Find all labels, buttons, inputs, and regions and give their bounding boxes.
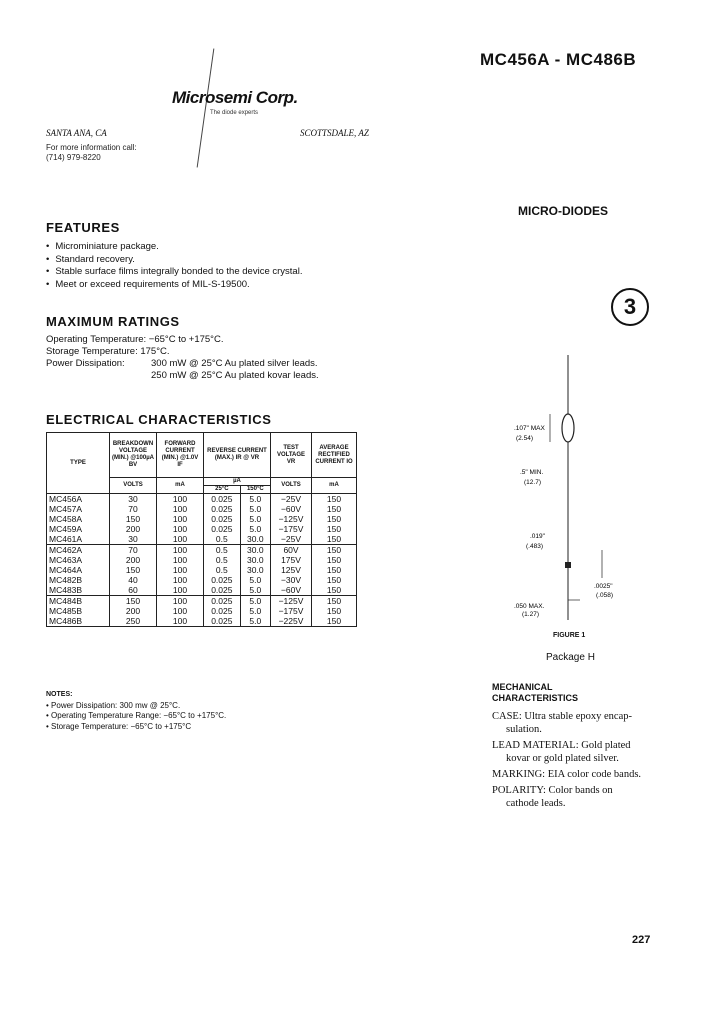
- mech-value: Gold plated: [581, 740, 631, 751]
- table-cell: 0.025: [204, 585, 241, 596]
- col-type: TYPE: [47, 433, 110, 494]
- power-label: Power Dissipation:: [46, 358, 125, 369]
- table-row: [47, 534, 357, 545]
- table-row: [47, 616, 357, 627]
- mech-key: CASE:: [492, 711, 522, 722]
- table-row: [47, 606, 357, 616]
- note-item: • Power Dissipation: 300 mw @ 25°C.: [46, 700, 181, 710]
- table-cell: −60V: [271, 504, 312, 514]
- table-row: [47, 494, 357, 505]
- category-label: MICRO-DIODES: [518, 204, 608, 218]
- table-cell: 5.0: [240, 504, 270, 514]
- note-text: Power Dissipation: 300 mw @ 25°C.: [51, 700, 181, 710]
- dim-label: (.058): [596, 592, 613, 599]
- table-cell: 5.0: [240, 494, 270, 505]
- table-cell: 30.0: [240, 555, 270, 565]
- contact-phone: (714) 979-8220: [46, 153, 101, 162]
- table-cell: 0.5: [204, 534, 241, 545]
- unit-vr: VOLTS: [271, 478, 312, 494]
- mechanical-section: [492, 710, 652, 813]
- power-line-1: 300 mW @ 25°C Au plated silver leads.: [151, 358, 318, 369]
- table-cell: 150: [312, 575, 357, 585]
- package-label: Package H: [546, 652, 595, 663]
- dim-label: .5" MIN.: [520, 469, 544, 476]
- cell-type: MC462A: [47, 545, 110, 556]
- table-cell: 70: [110, 545, 157, 556]
- location-right: SCOTTSDALE, AZ: [300, 128, 369, 138]
- mechanical-heading: [492, 682, 578, 704]
- table-row: [47, 575, 357, 585]
- cell-type: MC482B: [47, 575, 110, 585]
- table-cell: 150: [110, 565, 157, 575]
- dim-label: .050 MAX.: [514, 603, 545, 610]
- mech-marking: [492, 768, 652, 781]
- table-cell: 60V: [271, 545, 312, 556]
- table-row: [47, 545, 357, 556]
- table-cell: −175V: [271, 606, 312, 616]
- table-cell: 150: [312, 494, 357, 505]
- cell-type: MC464A: [47, 565, 110, 575]
- table-cell: 100: [157, 565, 204, 575]
- table-cell: 100: [157, 534, 204, 545]
- table-cell: 150: [312, 514, 357, 524]
- table-cell: 70: [110, 504, 157, 514]
- table-cell: 150: [312, 565, 357, 575]
- table-cell: −25V: [271, 534, 312, 545]
- electrical-table: [46, 432, 357, 627]
- table-row: [47, 585, 357, 596]
- cell-type: MC463A: [47, 555, 110, 565]
- table-row: [47, 555, 357, 565]
- mech-key: MARKING:: [492, 769, 546, 780]
- part-range-title: MC456A - MC486B: [480, 50, 637, 69]
- table-cell: 100: [157, 575, 204, 585]
- table-cell: −175V: [271, 524, 312, 534]
- mech-lead: [492, 739, 652, 765]
- table-cell: 30.0: [240, 545, 270, 556]
- table-cell: 150: [110, 596, 157, 607]
- package-drawing: [480, 350, 650, 635]
- unit-ir: µA: [204, 478, 271, 486]
- operating-temp: Operating Temperature: −65°C to +175°C.: [46, 334, 224, 345]
- table-cell: −60V: [271, 585, 312, 596]
- temp-150: 150°C: [240, 486, 270, 494]
- table-cell: 0.025: [204, 524, 241, 534]
- table-cell: 100: [157, 514, 204, 524]
- mech-value: Color bands on: [548, 785, 613, 796]
- feature-item: • Standard recovery.: [46, 254, 302, 267]
- mech-value: cathode leads.: [506, 798, 566, 809]
- note-item: • Operating Temperature Range: −65°C to +175°C.: [46, 711, 227, 720]
- dim-label: .019": [530, 533, 545, 540]
- storage-temp: Storage Temperature: 175°C.: [46, 346, 170, 357]
- table-cell: 200: [110, 524, 157, 534]
- table-cell: 0.025: [204, 596, 241, 607]
- table-cell: 150: [312, 616, 357, 627]
- mech-value: kovar or gold plated silver.: [506, 753, 619, 764]
- table-cell: 150: [312, 545, 357, 556]
- table-cell: −25V: [271, 494, 312, 505]
- table-row: [47, 565, 357, 575]
- feature-item: • Meet or exceed requirements of MIL-S-19500.: [46, 279, 302, 292]
- col-avg-current: AVERAGE RECTIFIED CURRENT IO: [312, 433, 357, 478]
- power-dissipation-2: [46, 370, 319, 382]
- table-cell: 200: [110, 555, 157, 565]
- cell-type: MC457A: [47, 504, 110, 514]
- dim-label: (2.54): [516, 435, 533, 442]
- power-dissipation: [46, 358, 319, 370]
- notes-heading: NOTES:: [46, 691, 73, 698]
- mechanical-heading-line: CHARACTERISTICS: [492, 693, 579, 703]
- cathode-band: [565, 562, 571, 568]
- contact-info: [46, 143, 137, 163]
- feature-item: • Stable surface films integrally bonded to the device crystal.: [46, 266, 302, 279]
- table-cell: 30: [110, 494, 157, 505]
- note-text: Operating Temperature Range: −65°C to +175°C.: [51, 711, 227, 720]
- page-number: 227: [632, 934, 651, 946]
- features-section: [46, 220, 302, 291]
- table-cell: 5.0: [240, 514, 270, 524]
- table-cell: 0.025: [204, 575, 241, 585]
- cell-type: MC485B: [47, 606, 110, 616]
- dim-label: .0025": [594, 583, 613, 590]
- logo-divider: [197, 49, 215, 168]
- cell-type: MC461A: [47, 534, 110, 545]
- table-cell: 100: [157, 494, 204, 505]
- unit-bv: VOLTS: [110, 478, 157, 494]
- table-cell: 150: [312, 555, 357, 565]
- col-test-voltage: TEST VOLTAGE VR: [271, 433, 312, 478]
- mech-polarity: [492, 784, 652, 810]
- contact-line: For more information call:: [46, 143, 137, 152]
- table-cell: 0.025: [204, 494, 241, 505]
- table-cell: 100: [157, 504, 204, 514]
- mech-key: POLARITY:: [492, 785, 546, 796]
- table-cell: −30V: [271, 575, 312, 585]
- dim-label: (12.7): [524, 479, 541, 486]
- table-cell: −125V: [271, 514, 312, 524]
- table-cell: −225V: [271, 616, 312, 627]
- table-cell: 0.5: [204, 555, 241, 565]
- table-cell: 150: [312, 596, 357, 607]
- unit-if: mA: [157, 478, 204, 494]
- cell-type: MC459A: [47, 524, 110, 534]
- table-row: [47, 504, 357, 514]
- table-cell: 100: [157, 616, 204, 627]
- location-left: SANTA ANA, CA: [46, 128, 107, 138]
- table-cell: 175V: [271, 555, 312, 565]
- table-cell: 40: [110, 575, 157, 585]
- company-logo: Microsemi Corp.: [172, 88, 298, 107]
- cell-type: MC486B: [47, 616, 110, 627]
- col-forward: FORWARD CURRENT (MIN.) @1.0V IF: [157, 433, 204, 478]
- table-row: [47, 514, 357, 524]
- table-cell: 30.0: [240, 534, 270, 545]
- table-cell: 150: [110, 514, 157, 524]
- table-cell: 100: [157, 545, 204, 556]
- table-cell: 5.0: [240, 616, 270, 627]
- cell-type: MC456A: [47, 494, 110, 505]
- dim-label: .107" MAX: [514, 425, 545, 432]
- table-cell: 100: [157, 596, 204, 607]
- cell-type: MC484B: [47, 596, 110, 607]
- max-ratings-heading: MAXIMUM RATINGS: [46, 314, 180, 329]
- table-cell: 100: [157, 555, 204, 565]
- table-cell: 100: [157, 524, 204, 534]
- table-cell: 150: [312, 534, 357, 545]
- unit-io: mA: [312, 478, 357, 494]
- table-row: [47, 596, 357, 607]
- power-line-2: 250 mW @ 25°C Au plated kovar leads.: [151, 370, 319, 381]
- table-cell: 200: [110, 606, 157, 616]
- table-cell: −125V: [271, 596, 312, 607]
- table-cell: 150: [312, 504, 357, 514]
- table-cell: 0.025: [204, 504, 241, 514]
- company-tagline: The diode experts: [210, 110, 259, 116]
- max-ratings-section: [46, 316, 319, 382]
- table-cell: 0.5: [204, 545, 241, 556]
- power-spacer: [46, 370, 151, 382]
- note-item: • Storage Temperature: −65°C to +175°C: [46, 721, 192, 731]
- table-row: [47, 524, 357, 534]
- mech-case: [492, 710, 652, 736]
- temp-25: 25°C: [204, 486, 241, 494]
- table-cell: 125V: [271, 565, 312, 575]
- table-cell: 5.0: [240, 575, 270, 585]
- table-cell: 60: [110, 585, 157, 596]
- table-cell: 5.0: [240, 596, 270, 607]
- table-cell: 5.0: [240, 606, 270, 616]
- mech-key: LEAD MATERIAL:: [492, 740, 579, 751]
- figure-label: FIGURE 1: [553, 632, 586, 639]
- dim-label: (.483): [526, 543, 543, 550]
- cell-type: MC458A: [47, 514, 110, 524]
- col-reverse: REVERSE CURRENT (MAX.) IR @ VR: [204, 433, 271, 478]
- table-cell: 5.0: [240, 585, 270, 596]
- table-cell: 150: [312, 606, 357, 616]
- table-cell: 150: [312, 585, 357, 596]
- table-cell: 100: [157, 585, 204, 596]
- table-cell: 0.025: [204, 616, 241, 627]
- mechanical-heading-line: MECHANICAL: [492, 682, 553, 692]
- feature-item: • Microminiature package.: [46, 241, 302, 254]
- features-heading: FEATURES: [46, 220, 120, 235]
- table-cell: 30.0: [240, 565, 270, 575]
- col-breakdown: BREAKDOWN VOLTAGE (MIN.) @100µA BV: [110, 433, 157, 478]
- mech-value: Ultra stable epoxy encap-: [524, 711, 632, 722]
- mech-value: sulation.: [506, 724, 542, 735]
- diode-body: [562, 414, 574, 442]
- table-cell: 250: [110, 616, 157, 627]
- table-cell: 0.5: [204, 565, 241, 575]
- note-text: Storage Temperature: −65°C to +175°C: [51, 721, 192, 731]
- dim-label: (1.27): [522, 611, 539, 618]
- section-number-badge: 3: [611, 288, 649, 326]
- electrical-heading: ELECTRICAL CHARACTERISTICS: [46, 412, 272, 427]
- mech-value: EIA color code bands.: [547, 769, 642, 780]
- cell-type: MC483B: [47, 585, 110, 596]
- table-cell: 0.025: [204, 606, 241, 616]
- table-cell: 5.0: [240, 524, 270, 534]
- table-cell: 150: [312, 524, 357, 534]
- table-cell: 30: [110, 534, 157, 545]
- table-cell: 0.025: [204, 514, 241, 524]
- notes-section: [46, 690, 226, 732]
- table-cell: 100: [157, 606, 204, 616]
